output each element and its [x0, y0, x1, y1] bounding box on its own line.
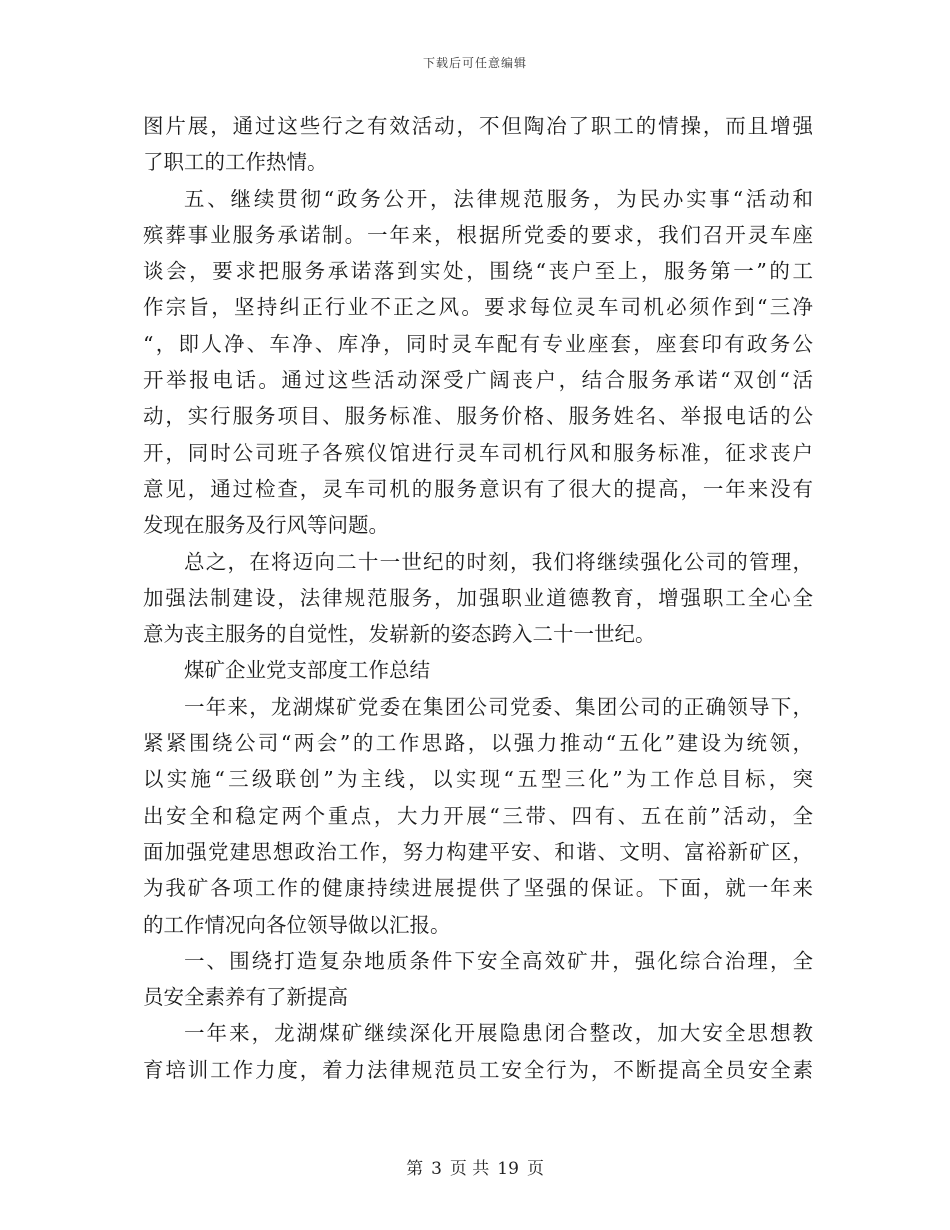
text-line: 五、继续贯彻“政务公开，法律规范服务，为民办实事“活动和	[184, 186, 813, 211]
header-note: 下载后可任意编辑	[422, 56, 527, 70]
text-line: 以实施“三级联创”为主线，以实现“五型三化”为工作总目标，突	[143, 767, 813, 792]
text-line: 紧紧围绕公司“两会”的工作思路，以强力推动“五化”建设为统领，	[143, 731, 813, 756]
current-page-number: 3	[431, 1159, 442, 1179]
text-line: 为我矿各项工作的健康持续进展提供了坚强的保证。下面，就一年来	[143, 876, 813, 901]
text-line: 意为丧主服务的自觉性，发崭新的姿态跨入二十一世纪。	[143, 622, 656, 647]
page-footer	[0, 1154, 950, 1179]
text-line: 殡葬事业服务承诺制。一年来，根据所党委的要求，我们召开灵车座	[143, 222, 813, 247]
text-line: 员安全素养有了新提高	[143, 985, 348, 1010]
text-line: 作宗旨，坚持纠正行业不正之风。要求每位灵车司机必须作到“三净	[143, 295, 813, 320]
text-line: 煤矿企业党支部度工作总结	[184, 658, 430, 683]
footer-prefix: 第	[406, 1159, 424, 1179]
text-line: 育培训工作力度，着力法律规范员工安全行为，不断提高全员安全素	[143, 1057, 813, 1082]
footer-middle: 页 共	[449, 1159, 490, 1179]
text-line: 一、围绕打造复杂地质条件下安全高效矿井，强化综合治理，全	[184, 948, 813, 973]
text-line: 出安全和稳定两个重点，大力开展“三带、四有、五在前”活动，全	[143, 803, 813, 828]
text-line: 发现在服务及行风等问题。	[143, 513, 389, 538]
text-line: 的工作情况向各位领导做以汇报。	[143, 912, 451, 937]
text-line: 一年来，龙湖煤矿党委在集团公司党委、集团公司的正确领导下，	[184, 694, 813, 719]
text-line: 开，同时公司班子各殡仪馆进行灵车司机行风和服务标准，征求丧户	[143, 440, 813, 465]
text-line: 意见，通过检查，灵车司机的服务意识有了很大的提高，一年来没有	[143, 476, 813, 501]
text-line: 开举报电话。通过这些活动深受广阔丧户，结合服务承诺“双创“活	[143, 368, 813, 393]
text-line: “，即人净、车净、库净，同时灵车配有专业座套，座套印有政务公	[143, 331, 813, 356]
text-line: 总之，在将迈向二十一世纪的时刻，我们将继续强化公司的管理，	[184, 549, 813, 574]
text-line: 图片展，通过这些行之有效活动，不但陶冶了职工的情操，而且增强	[143, 114, 813, 138]
text-line: 面加强党建思想政治工作，努力构建平安、和谐、文明、富裕新矿区，	[143, 839, 813, 864]
body-text	[143, 108, 813, 1088]
text-line: 谈会，要求把服务承诺落到实处，围绕“丧户至上，服务第一”的工	[143, 259, 813, 284]
text-line: 了职工的工作热情。	[143, 150, 328, 175]
footer-suffix: 页	[526, 1159, 544, 1179]
text-line: 动，实行服务项目、服务标准、服务价格、服务姓名、举报电话的公	[143, 404, 813, 429]
text-line: 一年来，龙湖煤矿继续深化开展隐患闭合整改，加大安全思想教	[184, 1021, 813, 1046]
total-page-count: 19	[497, 1159, 519, 1179]
text-line: 加强法制建设，法律规范服务，加强职业道德教育，增强职工全心全	[143, 585, 813, 610]
